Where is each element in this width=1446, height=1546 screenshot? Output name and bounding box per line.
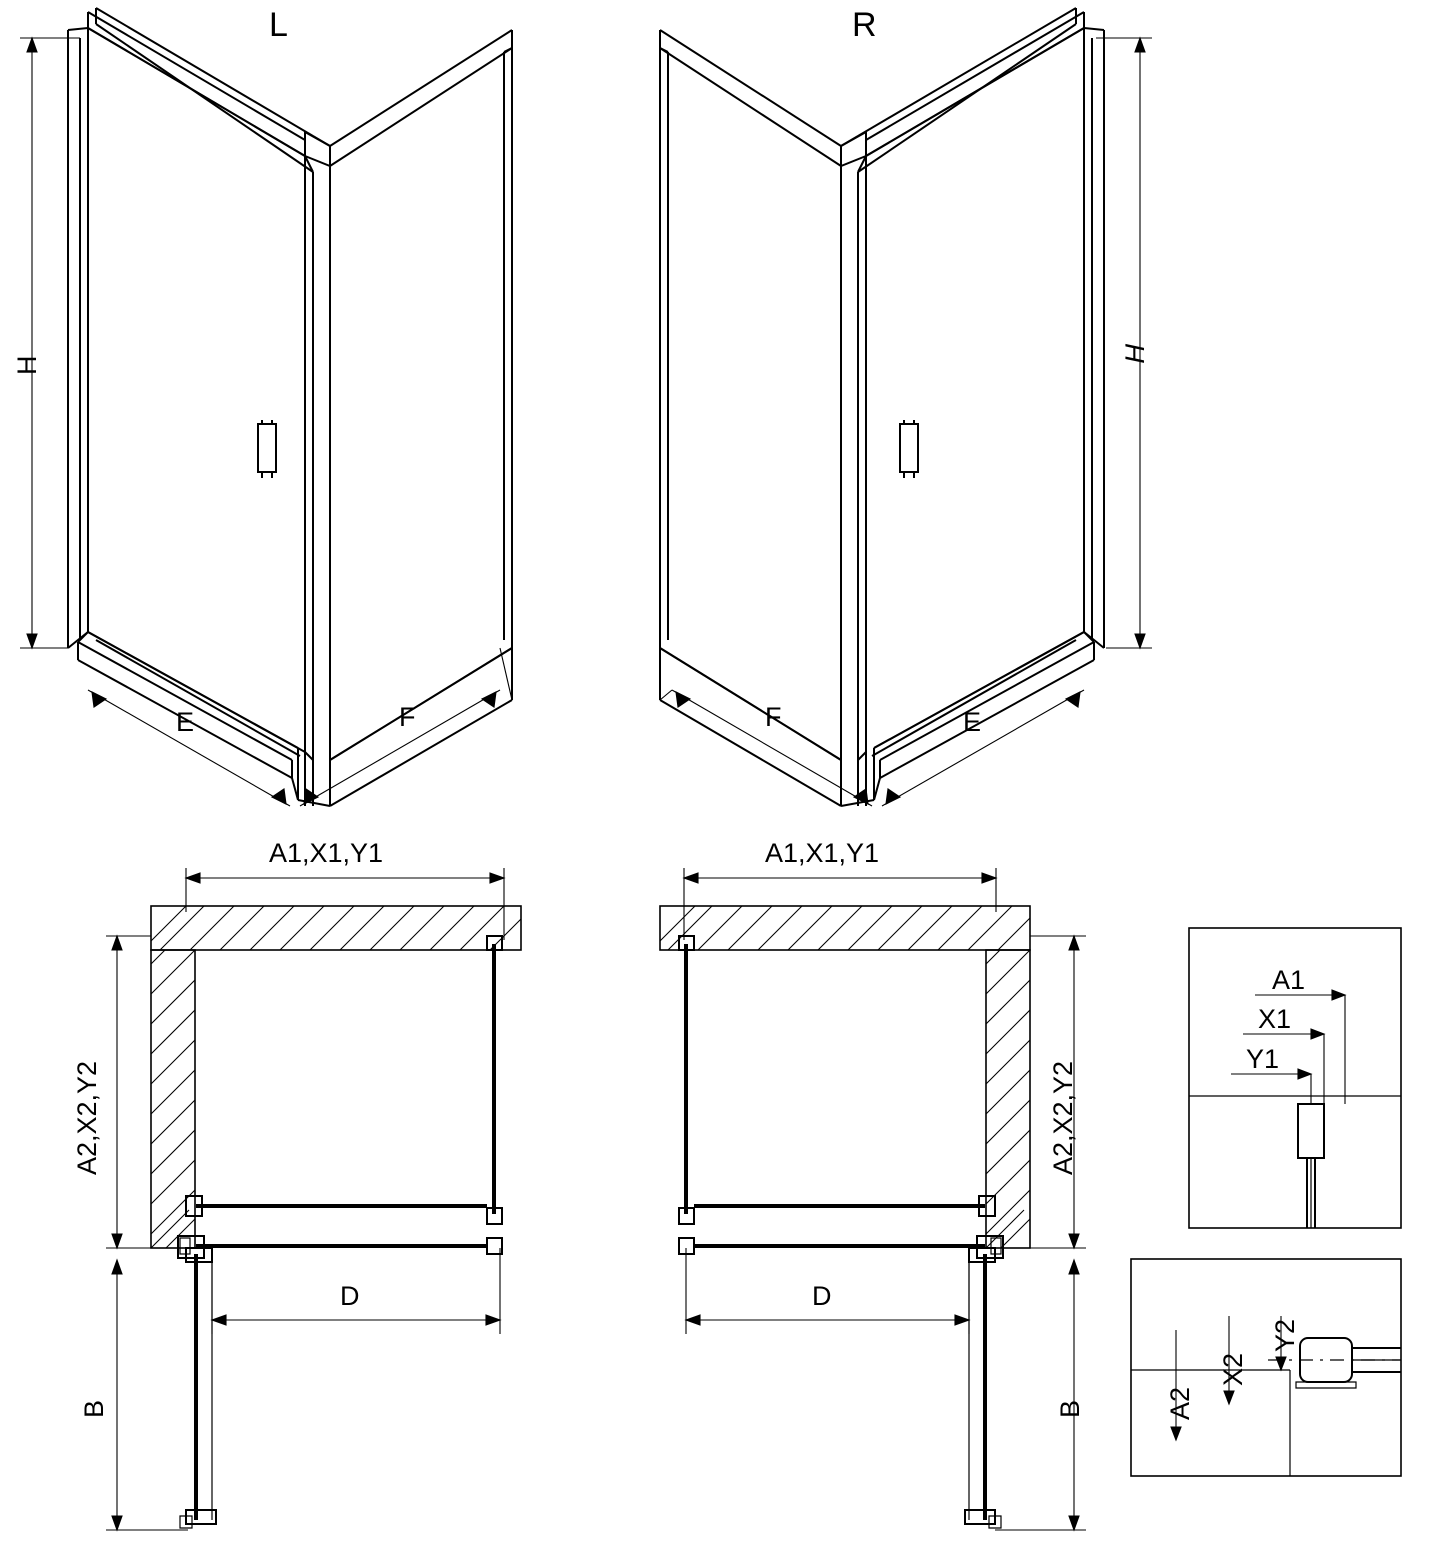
dim-height-left bbox=[20, 38, 80, 648]
plan-left-B-dim bbox=[106, 1260, 188, 1530]
dim-ef-right bbox=[660, 690, 1084, 806]
plan-left-wall-top bbox=[151, 906, 521, 950]
iso-right-structure bbox=[660, 8, 1104, 806]
dim-label-F-right: F bbox=[765, 702, 782, 732]
dim-label-height-left: H bbox=[12, 355, 42, 375]
plan-right-panels bbox=[679, 936, 1003, 1528]
detail-label-Y2: Y2 bbox=[1270, 1318, 1300, 1352]
plan-left-top-dim bbox=[186, 868, 504, 940]
plan-left-D-label: D bbox=[340, 1281, 360, 1311]
iso-left-structure bbox=[68, 8, 512, 806]
detail-label-X2: X2 bbox=[1218, 1352, 1248, 1386]
plan-right-B-label: B bbox=[1055, 1399, 1085, 1418]
plan-left-wall-side bbox=[151, 950, 195, 1248]
dim-label-E-left: E bbox=[176, 707, 195, 737]
detail-label-X1: X1 bbox=[1258, 1004, 1292, 1034]
dim-label-height-right: H bbox=[1120, 340, 1150, 367]
dim-label-E-right: E bbox=[963, 707, 982, 737]
plan-right-D-label: D bbox=[812, 1281, 832, 1311]
view-label-left: L bbox=[269, 6, 288, 44]
plan-left-B-label: B bbox=[79, 1399, 109, 1418]
detail-label-A1: A1 bbox=[1272, 965, 1306, 995]
iso-right-handle bbox=[900, 420, 918, 478]
plan-right-top-dim-label: A1,X1,Y1 bbox=[765, 838, 880, 868]
detail-label-Y1: Y1 bbox=[1246, 1044, 1280, 1074]
plan-left-side-dim-label: A2,X2,Y2 bbox=[72, 1060, 102, 1175]
detail-label-A2: A2 bbox=[1165, 1386, 1195, 1420]
view-label-right: R bbox=[852, 6, 877, 44]
plan-right-wall-top bbox=[660, 906, 1030, 950]
detail-bottom-box bbox=[1131, 1259, 1401, 1476]
iso-left-handle bbox=[258, 420, 276, 478]
plan-right-top-dim bbox=[684, 868, 996, 940]
plan-left-panels bbox=[178, 936, 502, 1528]
plan-left-top-dim-label: A1,X1,Y1 bbox=[269, 838, 384, 868]
plan-right-B-dim bbox=[995, 1260, 1086, 1530]
dim-label-F-left: F bbox=[399, 702, 416, 732]
plan-right-wall-side bbox=[986, 950, 1030, 1248]
plan-right-side-dim-label: A2,X2,Y2 bbox=[1048, 1060, 1078, 1175]
